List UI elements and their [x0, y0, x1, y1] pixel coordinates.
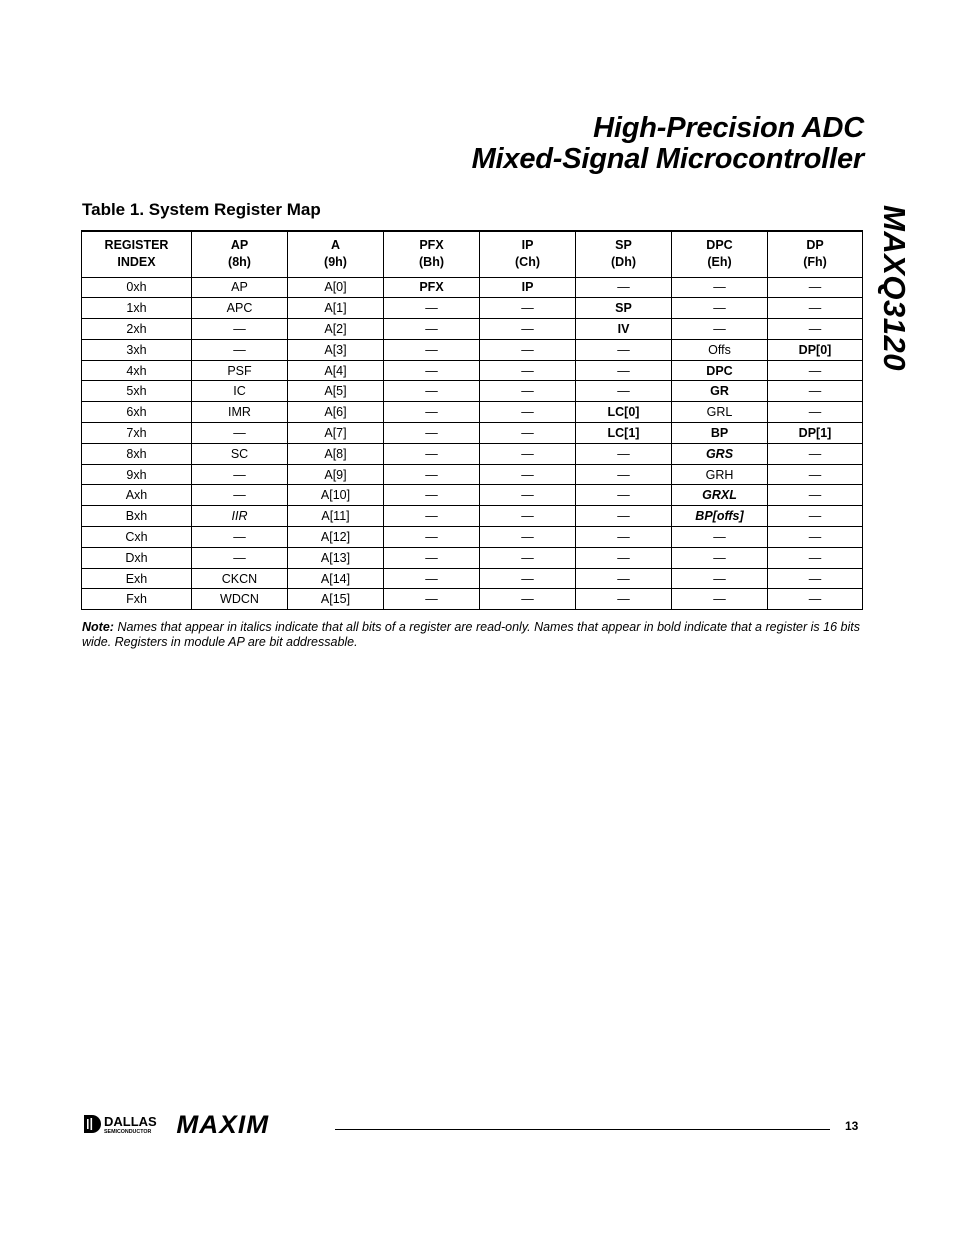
register-cell: —	[672, 589, 768, 610]
register-cell: WDCN	[192, 589, 288, 610]
dallas-maxim-logo	[84, 1113, 329, 1137]
note-text: Names that appear in italics indicate that all bits of a register are read-only. Names that appear in bold indicate that a register is 16 bits wide. Registers in module AP are bit addressable.	[82, 620, 860, 649]
register-cell: —	[768, 298, 863, 319]
register-cell: —	[192, 527, 288, 548]
register-cell: —	[576, 464, 672, 485]
register-cell: —	[480, 360, 576, 381]
register-cell: PSF	[192, 360, 288, 381]
title-line-2: Mixed-Signal Microcontroller	[471, 143, 864, 175]
register-cell: —	[672, 547, 768, 568]
column-header-address: (Fh)	[803, 255, 827, 270]
column-header-address: (8h)	[228, 255, 251, 270]
register-cell: SC	[192, 443, 288, 464]
table-note	[82, 620, 862, 650]
system-register-map-table	[81, 230, 863, 610]
table-header	[82, 231, 863, 277]
table-row	[82, 423, 863, 444]
register-cell: IC	[192, 381, 288, 402]
register-cell: —	[480, 298, 576, 319]
column-header-name: REGISTER	[104, 238, 169, 253]
table-row	[82, 547, 863, 568]
table-row	[82, 589, 863, 610]
column-header-address: (Bh)	[419, 255, 444, 270]
register-cell: —	[192, 319, 288, 340]
register-cell: —	[384, 589, 480, 610]
register-cell: —	[768, 443, 863, 464]
register-cell: —	[192, 485, 288, 506]
register-cell: A[1]	[288, 298, 384, 319]
column-header-address: (Ch)	[515, 255, 540, 270]
semiconductor-wordmark: SEMICONDUCTOR	[104, 1129, 152, 1135]
note-label: Note:	[82, 620, 114, 634]
column-header	[768, 231, 863, 277]
register-index-cell: Fxh	[82, 589, 192, 610]
table-row	[82, 339, 863, 360]
document-title	[472, 113, 864, 175]
register-cell: GRL	[672, 402, 768, 423]
register-index-cell: Exh	[82, 568, 192, 589]
table-caption: Table 1. System Register Map	[82, 200, 321, 219]
register-cell: —	[384, 360, 480, 381]
footer-rule	[335, 1129, 830, 1130]
table-row	[82, 298, 863, 319]
register-cell: PFX	[384, 277, 480, 298]
dallas-mark-icon	[84, 1115, 101, 1133]
register-cell: —	[576, 485, 672, 506]
register-cell: A[9]	[288, 464, 384, 485]
table-row	[82, 527, 863, 548]
register-cell: DP[0]	[768, 339, 863, 360]
register-index-cell: 8xh	[82, 443, 192, 464]
register-cell: A[2]	[288, 319, 384, 340]
register-cell: —	[384, 485, 480, 506]
register-cell: —	[384, 319, 480, 340]
column-header-address: (9h)	[324, 255, 347, 270]
register-cell: —	[576, 506, 672, 527]
register-cell: IMR	[192, 402, 288, 423]
column-header-name: IP	[521, 238, 534, 253]
register-cell: —	[768, 464, 863, 485]
register-index-cell: 9xh	[82, 464, 192, 485]
register-cell: —	[192, 423, 288, 444]
register-cell: —	[768, 589, 863, 610]
register-cell: —	[384, 464, 480, 485]
footer-logos	[84, 1113, 329, 1137]
register-cell: GR	[672, 381, 768, 402]
table-row	[82, 277, 863, 298]
register-cell: —	[672, 527, 768, 548]
register-cell: A[6]	[288, 402, 384, 423]
table-row	[82, 568, 863, 589]
register-index-cell: 6xh	[82, 402, 192, 423]
register-cell: —	[768, 568, 863, 589]
table-row	[82, 402, 863, 423]
column-header-address: (Eh)	[707, 255, 732, 270]
register-cell: Offs	[672, 339, 768, 360]
register-cell: —	[576, 381, 672, 402]
register-cell: A[15]	[288, 589, 384, 610]
register-cell: AP	[192, 277, 288, 298]
register-cell: —	[192, 547, 288, 568]
register-cell: A[5]	[288, 381, 384, 402]
page-number: 13	[845, 1119, 859, 1133]
register-cell: SP	[576, 298, 672, 319]
register-cell: —	[480, 443, 576, 464]
register-cell: —	[672, 319, 768, 340]
register-cell: —	[480, 402, 576, 423]
register-cell: A[4]	[288, 360, 384, 381]
register-cell: —	[480, 464, 576, 485]
title-line-1: High-Precision ADC	[593, 112, 864, 144]
column-header-name: AP	[230, 238, 249, 253]
register-index-cell: 4xh	[82, 360, 192, 381]
register-cell: —	[480, 485, 576, 506]
register-cell: —	[480, 568, 576, 589]
register-cell: —	[480, 527, 576, 548]
column-header-name: A	[330, 238, 341, 253]
register-cell: —	[576, 547, 672, 568]
register-cell: —	[384, 339, 480, 360]
register-cell: —	[768, 485, 863, 506]
register-cell: —	[480, 589, 576, 610]
register-index-cell: 0xh	[82, 277, 192, 298]
register-cell: —	[480, 381, 576, 402]
register-cell: LC[0]	[576, 402, 672, 423]
table-row	[82, 485, 863, 506]
register-cell: —	[672, 277, 768, 298]
side-part-number-text: MAXQ3120	[877, 205, 912, 371]
register-cell: IV	[576, 319, 672, 340]
register-cell: A[10]	[288, 485, 384, 506]
register-cell: CKCN	[192, 568, 288, 589]
register-cell: —	[480, 506, 576, 527]
register-cell: —	[384, 443, 480, 464]
register-cell: IIR	[192, 506, 288, 527]
register-cell: BP[offs]	[672, 506, 768, 527]
register-cell: —	[768, 360, 863, 381]
column-header	[192, 231, 288, 277]
table-row	[82, 464, 863, 485]
column-header-name: DPC	[706, 238, 733, 253]
register-cell: —	[576, 527, 672, 548]
register-index-cell: 3xh	[82, 339, 192, 360]
register-cell: —	[576, 277, 672, 298]
register-cell: —	[192, 464, 288, 485]
header-row	[82, 231, 863, 277]
column-header-address: (Dh)	[611, 255, 636, 270]
register-cell: —	[768, 527, 863, 548]
table-body	[82, 277, 863, 610]
register-cell: —	[480, 319, 576, 340]
register-cell: —	[384, 547, 480, 568]
register-index-cell: Dxh	[82, 547, 192, 568]
maxim-wordmark: MAXIM	[176, 1113, 270, 1137]
register-cell: —	[384, 298, 480, 319]
register-cell: —	[768, 381, 863, 402]
register-cell: DPC	[672, 360, 768, 381]
register-cell: —	[384, 402, 480, 423]
register-cell: —	[480, 423, 576, 444]
column-header	[480, 231, 576, 277]
column-header-address: INDEX	[117, 255, 156, 270]
register-cell: BP	[672, 423, 768, 444]
column-header	[384, 231, 480, 277]
register-index-cell: 7xh	[82, 423, 192, 444]
register-index-cell: 1xh	[82, 298, 192, 319]
register-cell: A[11]	[288, 506, 384, 527]
side-part-number	[877, 205, 912, 395]
register-cell: APC	[192, 298, 288, 319]
register-index-cell: Bxh	[82, 506, 192, 527]
register-cell: —	[384, 527, 480, 548]
register-cell: A[13]	[288, 547, 384, 568]
register-cell: —	[576, 568, 672, 589]
dallas-wordmark: DALLAS	[104, 1114, 157, 1129]
register-index-cell: 2xh	[82, 319, 192, 340]
register-cell: —	[768, 277, 863, 298]
register-cell: —	[480, 547, 576, 568]
table-row	[82, 381, 863, 402]
register-cell: —	[384, 423, 480, 444]
register-cell: —	[768, 506, 863, 527]
register-cell: —	[384, 568, 480, 589]
column-header	[82, 231, 192, 277]
register-cell: A[8]	[288, 443, 384, 464]
column-header-name: DP	[806, 238, 824, 253]
table-row	[82, 443, 863, 464]
register-cell: —	[576, 589, 672, 610]
register-cell: —	[768, 402, 863, 423]
register-cell: —	[480, 339, 576, 360]
register-cell: —	[576, 339, 672, 360]
register-cell: DP[1]	[768, 423, 863, 444]
register-index-cell: Axh	[82, 485, 192, 506]
register-cell: A[0]	[288, 277, 384, 298]
table-row	[82, 360, 863, 381]
register-index-cell: Cxh	[82, 527, 192, 548]
column-header-name: PFX	[419, 238, 444, 253]
register-cell: —	[384, 506, 480, 527]
column-header	[576, 231, 672, 277]
register-cell: —	[768, 547, 863, 568]
register-cell: A[7]	[288, 423, 384, 444]
register-cell: GRH	[672, 464, 768, 485]
register-cell: —	[192, 339, 288, 360]
register-cell: A[3]	[288, 339, 384, 360]
register-cell: GRXL	[672, 485, 768, 506]
register-cell: GRS	[672, 443, 768, 464]
table-row	[82, 506, 863, 527]
register-cell: —	[768, 319, 863, 340]
register-cell: —	[672, 298, 768, 319]
register-cell: —	[384, 381, 480, 402]
register-cell: —	[576, 443, 672, 464]
register-cell: LC[1]	[576, 423, 672, 444]
register-index-cell: 5xh	[82, 381, 192, 402]
column-header	[672, 231, 768, 277]
table-row	[82, 319, 863, 340]
column-header	[288, 231, 384, 277]
register-cell: IP	[480, 277, 576, 298]
register-cell: —	[576, 360, 672, 381]
column-header-name: SP	[615, 238, 632, 253]
register-cell: A[12]	[288, 527, 384, 548]
register-cell: A[14]	[288, 568, 384, 589]
register-cell: —	[672, 568, 768, 589]
